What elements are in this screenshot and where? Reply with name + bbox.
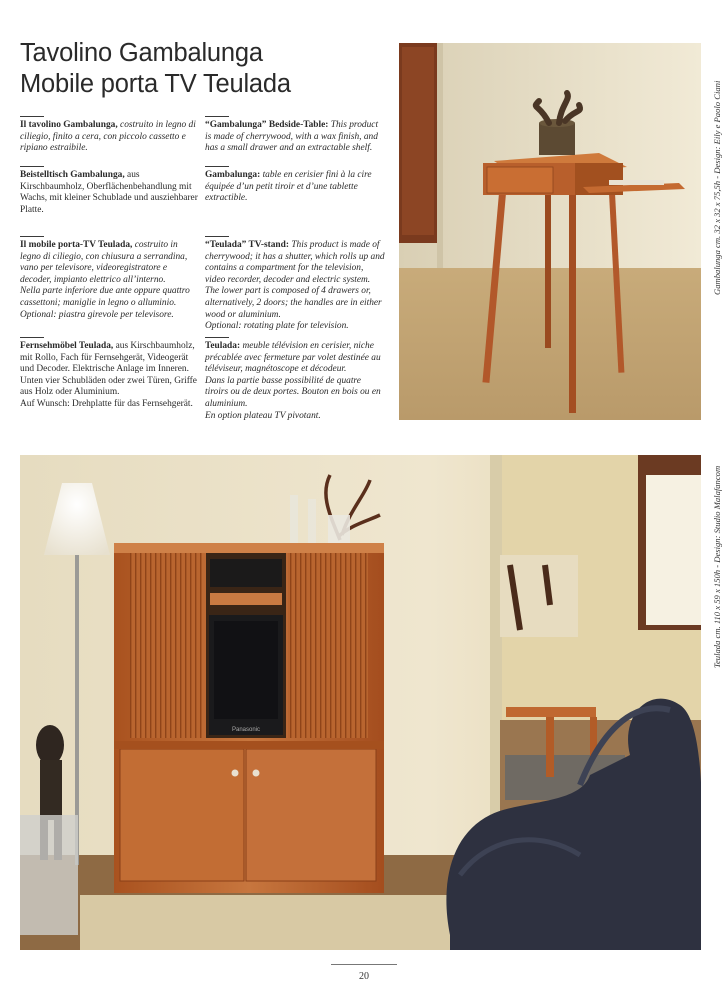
gambalunga-caption: Gambalunga cm. 32 x 32 x 75,5h - Design: Eily e Paolo Ciani — [712, 80, 722, 295]
title-line-2: Mobile porta TV Teulada — [20, 70, 291, 98]
heading-it: Il tavolino Gambalunga, — [20, 120, 118, 130]
divider — [20, 337, 44, 338]
page-number: 20 — [359, 971, 369, 982]
body-fr: meuble télévision en cerisier, niche précablée avec fermeture par volet destinée au téléviseur, magnétoscope et décodeur. — [205, 341, 381, 375]
title-line-1: Tavolino Gambalunga — [20, 39, 263, 67]
teulada-text-de — [20, 337, 200, 417]
body-it-3: Optional: piastra girevole per televisore. — [20, 309, 174, 320]
body-fr: table en cerisier fini à la cire équipée d’un petit tiroir et d’une tablette extractible. — [205, 170, 372, 204]
divider — [205, 166, 229, 167]
heading-fr: Gambalunga: — [205, 170, 261, 180]
body-it-2: Nella parte inferiore due ante oppure quattro cassettoni; maniglie in legno o alluminio. — [20, 286, 190, 308]
teulada-caption: Teulada cm. 110 x 59 x 150h - Design: Studio Malafancom — [712, 465, 722, 668]
heading-en: “Gambalunga” Bedside-Table: — [205, 120, 329, 130]
gambalunga-text-de — [20, 166, 200, 222]
gambalunga-photo — [399, 43, 701, 420]
heading-en: “Teulada” TV-stand: — [205, 240, 289, 250]
divider — [20, 236, 44, 237]
body-fr-2: Dans la partie basse possibilité de quatre tiroirs ou de deux portes. Bouton en bois ou en aluminium. — [205, 375, 381, 409]
divider — [205, 236, 229, 237]
body-it: costruito in legno di ciliegio, con chiusura a serrandina, vano per televisore, videoregistratore e decoder, impianto elettrico all’interno. — [20, 240, 188, 285]
body-en: This product is made of cherrywood, with a wax finish, and has a small drawer and an extractable shelf. — [205, 120, 379, 154]
teulada-photo — [20, 455, 701, 950]
page-number-rule — [331, 964, 397, 965]
divider — [20, 166, 44, 167]
gambalunga-text-it — [20, 116, 200, 161]
body-en-2: Optional: rotating plate for television. — [205, 321, 349, 332]
body-fr-3: En option plateau TV pivotant. — [205, 410, 321, 421]
divider — [205, 337, 229, 338]
teulada-text-en — [205, 236, 385, 339]
body-de: aus Kirschbaumholz, mit Rollo, Fach für Fernsehgerät, Videogerät und Decoder. Elektrische Anlage im Inneren. Unten vier Schubläden oder zwei Türen, Griffe aus Holz oder Aluminium. — [20, 341, 197, 398]
gambalunga-illustration — [399, 43, 701, 420]
teulada-illustration — [20, 455, 701, 950]
heading-it: Il mobile porta-TV Teulada, — [20, 240, 133, 250]
divider — [205, 116, 229, 117]
body-de-2: Auf Wunsch: Drehplatte für das Fernsehgerät. — [20, 398, 193, 409]
divider — [20, 116, 44, 117]
tv-brand: Panasonic — [231, 727, 261, 733]
gambalunga-text-fr — [205, 166, 385, 211]
teulada-text-fr — [205, 337, 385, 428]
body-en: This product is made of cherrywood; it has a shutter, which rolls up and contains a compartment for the television, video recorder, decoder and electric system. The lower part is composed of 4 drawers or, alternatively, 2 doors; the handles are in either wood or aluminium. — [205, 240, 385, 320]
body-de: aus Kirschbaumholz, Oberflächenbehandlung mit Wachs, mit kleiner Schublade und ausziehbarer Platte. — [20, 170, 198, 215]
gambalunga-text-en — [205, 116, 385, 161]
heading-fr: Teulada: — [205, 341, 241, 351]
teulada-text-it — [20, 236, 200, 327]
body-it: costruito in legno di ciliegio, finito a cera, con piccolo cassetto e ripiano estraibile. — [20, 120, 196, 154]
page-title — [20, 38, 400, 100]
heading-de: Fernsehmöbel Teulada, — [20, 341, 114, 351]
heading-de: Beistelltisch Gambalunga, — [20, 170, 125, 180]
